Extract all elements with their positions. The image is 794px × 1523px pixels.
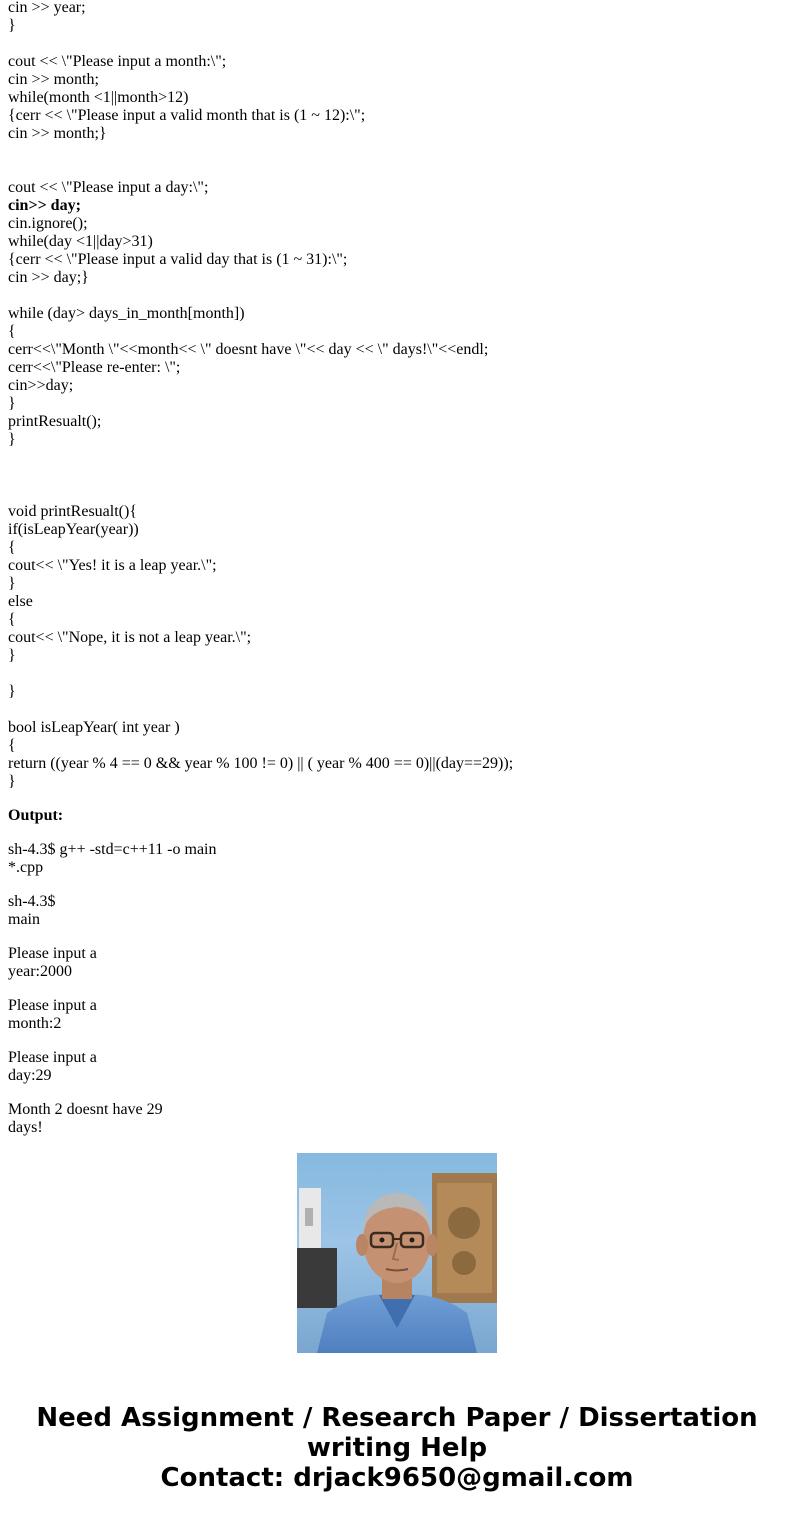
code-line: {	[8, 539, 16, 556]
code-line: while(day <1||day>31)	[8, 233, 153, 250]
code-line: Month 2 doesnt have 29	[8, 1101, 163, 1118]
promo-banner	[0, 1403, 794, 1493]
heading-line: cin>> day;	[8, 197, 81, 214]
code-line: cout<< \"Nope, it is not a leap year.\";	[8, 629, 252, 646]
portrait-image	[297, 1153, 497, 1353]
code-line: }	[8, 683, 16, 700]
promo-contact: Contact: drjack9650@gmail.com	[160, 1463, 634, 1493]
code-line: cin >> day;}	[8, 269, 89, 286]
code-line: }	[8, 647, 16, 664]
code-line: {	[8, 611, 16, 628]
code-line: sh-4.3$	[8, 893, 56, 910]
code-line: cerr<<\"Please re-enter: \";	[8, 359, 181, 376]
code-line: }	[8, 431, 16, 448]
code-line: while(month <1||month>12)	[8, 89, 189, 106]
promo-line-2: writing Help	[306, 1433, 488, 1463]
code-line: cin.ignore();	[8, 215, 88, 232]
code-line: else	[8, 593, 33, 610]
code-line: }	[8, 395, 16, 412]
code-line: cerr<<\"Month \"<<month<< \" doesnt have \"<< day << \" days!\"<<endl;	[8, 341, 489, 358]
code-line: return ((year % 4 == 0 && year % 100 != 0) || ( year % 400 == 0)||(day==29));	[8, 755, 514, 772]
promo-line-1: Need Assignment / Research Paper / Dissertation	[36, 1403, 758, 1433]
code-line: {	[8, 737, 16, 754]
code-line: day:29	[8, 1067, 52, 1084]
code-line: void printResualt(){	[8, 503, 137, 520]
code-line: year:2000	[8, 963, 72, 980]
code-line: days!	[8, 1119, 43, 1136]
heading-line: Output:	[8, 807, 64, 824]
code-line: cin >> month;}	[8, 125, 107, 142]
code-line: month:2	[8, 1015, 62, 1032]
code-line: }	[8, 773, 16, 790]
code-line: }	[8, 17, 16, 34]
code-line: cout << \"Please input a day:\";	[8, 179, 209, 196]
code-line: cin >> year;	[8, 0, 86, 16]
code-line: *.cpp	[8, 859, 44, 876]
code-line: sh-4.3$ g++ -std=c++11 -o main	[8, 841, 217, 858]
code-line: if(isLeapYear(year))	[8, 521, 139, 538]
code-line: cin>>day;	[8, 377, 74, 394]
code-line: cin >> month;	[8, 71, 99, 88]
code-line: Please input a	[8, 1049, 97, 1066]
code-line: Please input a	[8, 997, 97, 1014]
code-line: cout<< \"Yes! it is a leap year.\";	[8, 557, 217, 574]
code-line: {cerr << \"Please input a valid day that is (1 ~ 31):\";	[8, 251, 348, 268]
code-line: bool isLeapYear( int year )	[8, 719, 180, 736]
code-line: {cerr << \"Please input a valid month that is (1 ~ 12):\";	[8, 107, 366, 124]
code-line: Please input a	[8, 945, 97, 962]
code-line: main	[8, 911, 40, 928]
code-line: {	[8, 323, 16, 340]
code-line: cout << \"Please input a month:\";	[8, 53, 227, 70]
author-avatar	[297, 1153, 497, 1353]
code-line: while (day> days_in_month[month])	[8, 305, 245, 322]
code-line: }	[8, 575, 16, 592]
code-line: printResualt();	[8, 413, 102, 430]
